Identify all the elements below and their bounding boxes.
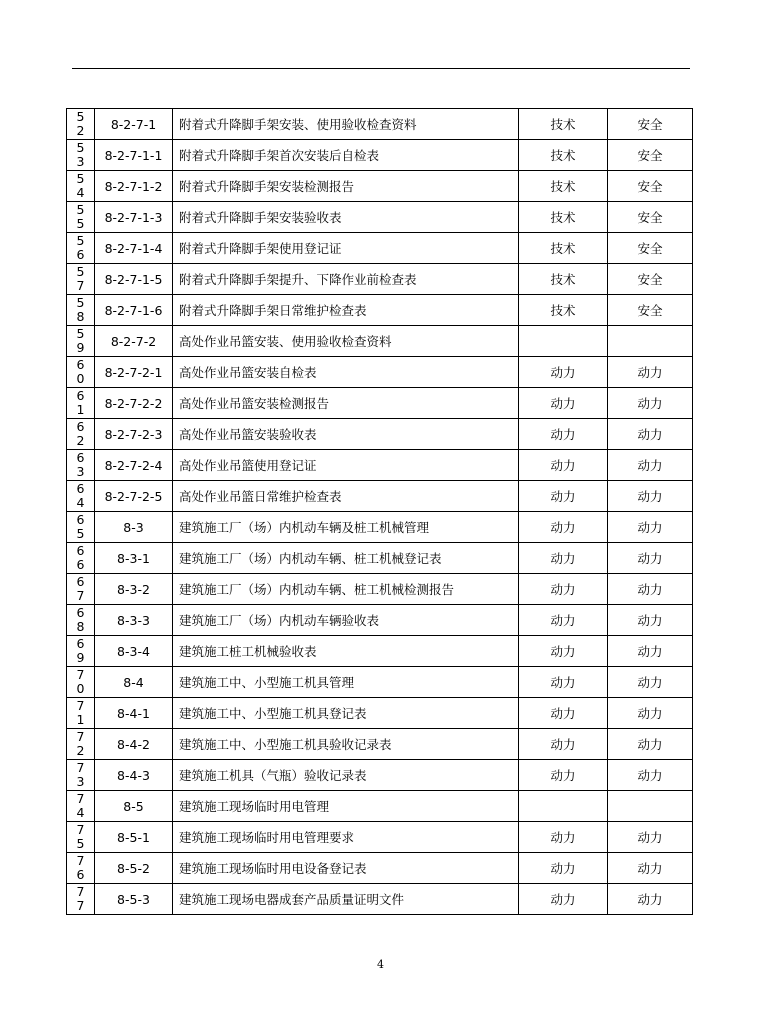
row-index-digit: 3 [76, 774, 85, 789]
item-code: 8-3 [95, 512, 173, 543]
row-index [67, 171, 95, 202]
row-index-digit: 5 [76, 171, 85, 186]
table-row [67, 233, 693, 264]
row-index [67, 698, 95, 729]
item-code: 8-2-7-2 [95, 326, 173, 357]
item-code: 8-2-7-2-4 [95, 450, 173, 481]
table-row [67, 760, 693, 791]
dept-supervising: 安全 [608, 233, 693, 264]
row-index [67, 822, 95, 853]
dept-supervising: 动力 [608, 543, 693, 574]
item-code: 8-2-7-1 [95, 109, 173, 140]
row-index-digit: 3 [76, 464, 85, 479]
row-index [67, 109, 95, 140]
dept-supervising: 安全 [608, 171, 693, 202]
dept-supervising: 动力 [608, 388, 693, 419]
item-code: 8-4-2 [95, 729, 173, 760]
row-index-digit: 6 [76, 481, 85, 496]
row-index-digit: 0 [76, 681, 85, 696]
item-name: 建筑施工厂（场）内机动车辆及桩工机械管理 [173, 512, 519, 543]
item-code: 8-5-2 [95, 853, 173, 884]
dept-supervising: 动力 [608, 698, 693, 729]
table-row [67, 636, 693, 667]
dept-supervising: 动力 [608, 357, 693, 388]
row-index-digit: 5 [76, 233, 85, 248]
dept-responsible [519, 791, 608, 822]
dept-responsible: 动力 [519, 450, 608, 481]
row-index-digit: 9 [76, 650, 85, 665]
item-code: 8-4-1 [95, 698, 173, 729]
row-index [67, 481, 95, 512]
row-index [67, 388, 95, 419]
item-name: 建筑施工现场临时用电管理 [173, 791, 519, 822]
table-row [67, 419, 693, 450]
item-name: 建筑施工桩工机械验收表 [173, 636, 519, 667]
row-index-digit: 7 [76, 667, 85, 682]
dept-responsible: 动力 [519, 636, 608, 667]
row-index-digit: 7 [76, 853, 85, 868]
item-code: 8-2-7-2-5 [95, 481, 173, 512]
dept-supervising: 安全 [608, 140, 693, 171]
table-row [67, 853, 693, 884]
dept-responsible: 技术 [519, 202, 608, 233]
row-index-digit: 5 [76, 295, 85, 310]
row-index-digit: 1 [76, 712, 85, 727]
row-index [67, 636, 95, 667]
item-code: 8-5-1 [95, 822, 173, 853]
item-code: 8-2-7-2-1 [95, 357, 173, 388]
row-index [67, 543, 95, 574]
item-name: 建筑施工中、小型施工机具验收记录表 [173, 729, 519, 760]
dept-supervising: 动力 [608, 419, 693, 450]
dept-responsible: 技术 [519, 295, 608, 326]
table-row [67, 171, 693, 202]
row-index [67, 419, 95, 450]
row-index-digit: 4 [76, 495, 85, 510]
table-row [67, 109, 693, 140]
item-name: 附着式升降脚手架日常维护检查表 [173, 295, 519, 326]
dept-responsible: 动力 [519, 419, 608, 450]
row-index [67, 140, 95, 171]
row-index-digit: 7 [76, 760, 85, 775]
dept-supervising: 安全 [608, 109, 693, 140]
dept-responsible: 动力 [519, 543, 608, 574]
table-row [67, 326, 693, 357]
row-index [67, 760, 95, 791]
row-index-digit: 9 [76, 340, 85, 355]
dept-responsible: 动力 [519, 388, 608, 419]
item-code: 8-3-2 [95, 574, 173, 605]
item-name: 附着式升降脚手架使用登记证 [173, 233, 519, 264]
row-index [67, 884, 95, 915]
row-index-digit: 6 [76, 357, 85, 372]
row-index-digit: 6 [76, 247, 85, 262]
item-code: 8-2-7-1-6 [95, 295, 173, 326]
table-row [67, 264, 693, 295]
row-index-digit: 6 [76, 512, 85, 527]
row-index [67, 202, 95, 233]
dept-supervising: 动力 [608, 512, 693, 543]
row-index-digit: 6 [76, 574, 85, 589]
dept-responsible: 技术 [519, 264, 608, 295]
table-row [67, 729, 693, 760]
row-index-digit: 5 [76, 836, 85, 851]
dept-responsible: 动力 [519, 729, 608, 760]
dept-responsible: 动力 [519, 481, 608, 512]
item-name: 高处作业吊篮安装检测报告 [173, 388, 519, 419]
row-index-digit: 2 [76, 123, 85, 138]
row-index-digit: 6 [76, 450, 85, 465]
item-name: 高处作业吊篮安装验收表 [173, 419, 519, 450]
row-index-digit: 5 [76, 216, 85, 231]
item-name: 建筑施工厂（场）内机动车辆、桩工机械登记表 [173, 543, 519, 574]
item-name: 建筑施工厂（场）内机动车辆验收表 [173, 605, 519, 636]
row-index [67, 512, 95, 543]
table-row [67, 667, 693, 698]
row-index [67, 574, 95, 605]
dept-responsible: 动力 [519, 884, 608, 915]
row-index-digit: 0 [76, 371, 85, 386]
dept-responsible: 动力 [519, 574, 608, 605]
row-index-digit: 7 [76, 278, 85, 293]
table-row [67, 543, 693, 574]
header-rule [72, 68, 690, 69]
dept-responsible: 技术 [519, 171, 608, 202]
item-name: 附着式升降脚手架安装检测报告 [173, 171, 519, 202]
item-name: 高处作业吊篮使用登记证 [173, 450, 519, 481]
table-row [67, 574, 693, 605]
item-code: 8-4-3 [95, 760, 173, 791]
item-name: 建筑施工中、小型施工机具管理 [173, 667, 519, 698]
dept-supervising: 安全 [608, 202, 693, 233]
dept-responsible: 动力 [519, 822, 608, 853]
item-name: 附着式升降脚手架安装验收表 [173, 202, 519, 233]
row-index [67, 791, 95, 822]
table-row [67, 791, 693, 822]
document-table [66, 108, 693, 915]
item-name: 高处作业吊篮安装、使用验收检查资料 [173, 326, 519, 357]
page-number: 4 [377, 958, 384, 971]
item-code: 8-2-7-2-2 [95, 388, 173, 419]
row-index-digit: 6 [76, 388, 85, 403]
dept-responsible: 技术 [519, 233, 608, 264]
row-index [67, 233, 95, 264]
dept-supervising: 动力 [608, 822, 693, 853]
table-row [67, 481, 693, 512]
item-name: 建筑施工中、小型施工机具登记表 [173, 698, 519, 729]
table-row [67, 357, 693, 388]
table-row [67, 140, 693, 171]
item-code: 8-2-7-1-4 [95, 233, 173, 264]
table-row [67, 450, 693, 481]
row-index-digit: 7 [76, 791, 85, 806]
row-index-digit: 5 [76, 526, 85, 541]
row-index-digit: 6 [76, 557, 85, 572]
item-code: 8-3-4 [95, 636, 173, 667]
item-name: 附着式升降脚手架提升、下降作业前检查表 [173, 264, 519, 295]
row-index-digit: 5 [76, 202, 85, 217]
row-index-digit: 6 [76, 867, 85, 882]
table-row [67, 698, 693, 729]
dept-supervising: 动力 [608, 574, 693, 605]
table-row [67, 884, 693, 915]
item-code: 8-2-7-2-3 [95, 419, 173, 450]
item-name: 建筑施工现场电器成套产品质量证明文件 [173, 884, 519, 915]
table-row [67, 512, 693, 543]
item-code: 8-3-3 [95, 605, 173, 636]
row-index [67, 729, 95, 760]
dept-supervising: 动力 [608, 636, 693, 667]
table-row [67, 605, 693, 636]
item-code: 8-5 [95, 791, 173, 822]
item-code: 8-2-7-1-5 [95, 264, 173, 295]
dept-responsible: 动力 [519, 698, 608, 729]
item-code: 8-3-1 [95, 543, 173, 574]
row-index-digit: 6 [76, 605, 85, 620]
table-row [67, 822, 693, 853]
item-code: 8-5-3 [95, 884, 173, 915]
row-index-digit: 5 [76, 109, 85, 124]
row-index-digit: 5 [76, 326, 85, 341]
item-code: 8-4 [95, 667, 173, 698]
item-name: 高处作业吊篮安装自检表 [173, 357, 519, 388]
row-index [67, 326, 95, 357]
row-index-digit: 6 [76, 636, 85, 651]
row-index-digit: 6 [76, 543, 85, 558]
row-index-digit: 3 [76, 154, 85, 169]
row-index [67, 450, 95, 481]
dept-supervising: 动力 [608, 605, 693, 636]
row-index-digit: 5 [76, 140, 85, 155]
row-index-digit: 2 [76, 743, 85, 758]
dept-supervising: 安全 [608, 295, 693, 326]
dept-supervising: 动力 [608, 729, 693, 760]
item-name: 高处作业吊篮日常维护检查表 [173, 481, 519, 512]
row-index [67, 667, 95, 698]
item-code: 8-2-7-1-2 [95, 171, 173, 202]
row-index-digit: 1 [76, 402, 85, 417]
dept-supervising: 动力 [608, 481, 693, 512]
dept-supervising [608, 791, 693, 822]
dept-responsible: 动力 [519, 605, 608, 636]
dept-responsible: 动力 [519, 760, 608, 791]
dept-responsible: 动力 [519, 357, 608, 388]
item-code: 8-2-7-1-3 [95, 202, 173, 233]
dept-supervising: 动力 [608, 853, 693, 884]
dept-supervising: 动力 [608, 450, 693, 481]
row-index [67, 264, 95, 295]
dept-responsible: 动力 [519, 512, 608, 543]
item-name: 建筑施工机具（气瓶）验收记录表 [173, 760, 519, 791]
row-index [67, 853, 95, 884]
row-index-digit: 2 [76, 433, 85, 448]
row-index-digit: 8 [76, 309, 85, 324]
row-index-digit: 7 [76, 884, 85, 899]
row-index-digit: 4 [76, 185, 85, 200]
item-name: 建筑施工现场临时用电管理要求 [173, 822, 519, 853]
item-name: 建筑施工现场临时用电设备登记表 [173, 853, 519, 884]
dept-supervising: 动力 [608, 667, 693, 698]
table-row [67, 295, 693, 326]
row-index-digit: 7 [76, 729, 85, 744]
table-row [67, 388, 693, 419]
item-name: 附着式升降脚手架安装、使用验收检查资料 [173, 109, 519, 140]
row-index-digit: 7 [76, 698, 85, 713]
row-index [67, 605, 95, 636]
row-index-digit: 5 [76, 264, 85, 279]
dept-responsible [519, 326, 608, 357]
item-name: 建筑施工厂（场）内机动车辆、桩工机械检测报告 [173, 574, 519, 605]
row-index-digit: 8 [76, 619, 85, 634]
row-index-digit: 4 [76, 805, 85, 820]
dept-responsible: 技术 [519, 140, 608, 171]
row-index-digit: 7 [76, 822, 85, 837]
dept-supervising: 动力 [608, 884, 693, 915]
dept-supervising [608, 326, 693, 357]
dept-responsible: 动力 [519, 853, 608, 884]
item-code: 8-2-7-1-1 [95, 140, 173, 171]
row-index-digit: 7 [76, 588, 85, 603]
dept-responsible: 动力 [519, 667, 608, 698]
item-name: 附着式升降脚手架首次安装后自检表 [173, 140, 519, 171]
row-index [67, 357, 95, 388]
dept-supervising: 安全 [608, 264, 693, 295]
table-row [67, 202, 693, 233]
row-index [67, 295, 95, 326]
row-index-digit: 6 [76, 419, 85, 434]
row-index-digit: 7 [76, 898, 85, 913]
dept-supervising: 动力 [608, 760, 693, 791]
dept-responsible: 技术 [519, 109, 608, 140]
